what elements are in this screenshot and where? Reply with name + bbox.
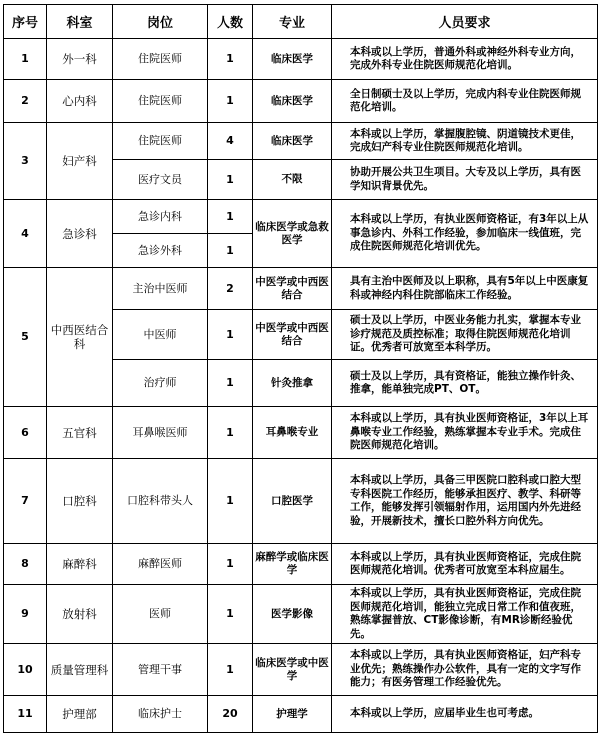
table-row (4, 407, 598, 459)
requirements-cell: 全日制硕士及以上学历，完成内科专业住院医师规范化培训。 (332, 80, 598, 123)
department-cell: 心内科 (47, 80, 113, 123)
table-row (4, 200, 598, 234)
header-dept: 科室 (47, 5, 113, 39)
requirements-cell: 本科或以上学历，普通外科或神经外科专业方向，完成外科专业住院医师规范化培训。 (332, 39, 598, 80)
major-cell: 临床医学 (253, 123, 332, 160)
position-cell: 急诊内科 (113, 200, 208, 234)
position-cell: 口腔科带头人 (113, 459, 208, 544)
row-number: 9 (4, 585, 47, 644)
position-cell: 耳鼻喉医师 (113, 407, 208, 459)
requirements-cell: 本科或以上学历，具有执业医师资格证，3年以上耳鼻喉专业工作经验，熟练掌握本专业手术。完成住院医师规范化培训。 (332, 407, 598, 459)
row-number: 8 (4, 544, 47, 585)
requirements-cell: 本科或以上学历，应届毕业生也可考虑。 (332, 696, 598, 733)
position-cell: 主治中医师 (113, 268, 208, 310)
headcount-cell: 1 (208, 544, 253, 585)
requirements-cell: 本科或以上学历，具有执业医师资格证，完成住院医师规范化培训。优秀者可放宽至本科应届生。 (332, 544, 598, 585)
major-cell: 临床医学或急救医学 (253, 200, 332, 268)
headcount-cell: 4 (208, 123, 253, 160)
major-cell: 针灸推拿 (253, 360, 332, 407)
header-requirements: 人员要求 (332, 5, 598, 39)
table-row (4, 80, 598, 123)
requirements-cell: 硕士及以上学历，中医业务能力扎实，掌握本专业诊疗规范及质控标准；取得住院医师规范化培训证。优秀者可放宽至本科学历。 (332, 310, 598, 360)
requirements-cell: 本科或以上学历，具备三甲医院口腔科或口腔大型专科医院工作经历，能够承担医疗、教学、科研等工作，能够发挥引领辐射作用，运用国内外先进经验，开展新技术，擅长口腔外科方向优先。 (332, 459, 598, 544)
department-cell: 质量管理科 (47, 644, 113, 696)
table-row (4, 459, 598, 544)
table-row (4, 644, 598, 696)
position-cell: 医疗文员 (113, 160, 208, 200)
major-cell: 临床医学 (253, 39, 332, 80)
row-number: 11 (4, 696, 47, 733)
major-cell: 中医学或中西医结合 (253, 268, 332, 310)
table-row (4, 39, 598, 80)
row-number: 7 (4, 459, 47, 544)
position-cell: 急诊外科 (113, 234, 208, 268)
headcount-cell: 1 (208, 459, 253, 544)
row-number: 5 (4, 268, 47, 407)
requirements-cell: 本科或以上学历，具有执业医师资格证，完成住院医师规范化培训，能独立完成日常工作和值夜班，熟练掌握普放、CT影像诊断，有MR诊断经验优先。 (332, 585, 598, 644)
row-number: 6 (4, 407, 47, 459)
position-cell: 麻醉医师 (113, 544, 208, 585)
department-cell: 外一科 (47, 39, 113, 80)
headcount-cell: 1 (208, 80, 253, 123)
headcount-cell: 1 (208, 234, 253, 268)
headcount-cell: 2 (208, 268, 253, 310)
headcount-cell: 1 (208, 644, 253, 696)
table-row (4, 544, 598, 585)
table-body (4, 39, 598, 733)
headcount-cell: 1 (208, 200, 253, 234)
header-no: 序号 (4, 5, 47, 39)
row-number: 2 (4, 80, 47, 123)
position-cell: 临床护士 (113, 696, 208, 733)
requirements-cell: 本科或以上学历，掌握腹腔镜、阴道镜技术更佳，完成妇产科专业住院医师规范化培训。 (332, 123, 598, 160)
major-cell: 临床医学或中医学 (253, 644, 332, 696)
department-cell: 麻醉科 (47, 544, 113, 585)
headcount-cell: 20 (208, 696, 253, 733)
major-cell: 麻醉学或临床医学 (253, 544, 332, 585)
department-cell: 妇产科 (47, 123, 113, 200)
header-count: 人数 (208, 5, 253, 39)
major-cell: 耳鼻喉专业 (253, 407, 332, 459)
requirements-cell: 硕士及以上学历，具有资格证，能独立操作针灸、推拿，能单独完成PT、OT。 (332, 360, 598, 407)
department-cell: 五官科 (47, 407, 113, 459)
table-row (4, 585, 598, 644)
row-number: 3 (4, 123, 47, 200)
position-cell: 中医师 (113, 310, 208, 360)
table-row (4, 696, 598, 733)
table-row (4, 268, 598, 310)
position-cell: 管理干事 (113, 644, 208, 696)
major-cell: 不限 (253, 160, 332, 200)
headcount-cell: 1 (208, 39, 253, 80)
requirements-cell: 本科或以上学历，有执业医师资格证，有3年以上从事急诊内、外科工作经验，参加临床一线值班，完成住院医师规范化培训优先。 (332, 200, 598, 268)
major-cell: 口腔医学 (253, 459, 332, 544)
header-major: 专业 (253, 5, 332, 39)
row-number: 10 (4, 644, 47, 696)
header-post: 岗位 (113, 5, 208, 39)
row-number: 1 (4, 39, 47, 80)
position-cell: 住院医师 (113, 80, 208, 123)
position-cell: 住院医师 (113, 39, 208, 80)
department-cell: 护理部 (47, 696, 113, 733)
headcount-cell: 1 (208, 160, 253, 200)
department-cell: 口腔科 (47, 459, 113, 544)
header-row (4, 5, 598, 39)
headcount-cell: 1 (208, 310, 253, 360)
major-cell: 医学影像 (253, 585, 332, 644)
department-cell: 急诊科 (47, 200, 113, 268)
headcount-cell: 1 (208, 360, 253, 407)
major-cell: 护理学 (253, 696, 332, 733)
major-cell: 临床医学 (253, 80, 332, 123)
headcount-cell: 1 (208, 585, 253, 644)
requirements-cell: 协助开展公共卫生项目。大专及以上学历，具有医学知识背景优先。 (332, 160, 598, 200)
table-row (4, 123, 598, 160)
position-cell: 住院医师 (113, 123, 208, 160)
major-cell: 中医学或中西医结合 (253, 310, 332, 360)
position-cell: 治疗师 (113, 360, 208, 407)
department-cell: 放射科 (47, 585, 113, 644)
row-number: 4 (4, 200, 47, 268)
requirements-cell: 本科或以上学历，具有执业医师资格证，妇产科专业优先；熟练操作办公软件，具有一定的文字写作能力；有医务管理工作经验优先。 (332, 644, 598, 696)
department-cell: 中西医结合科 (47, 268, 113, 407)
headcount-cell: 1 (208, 407, 253, 459)
requirements-cell: 具有主治中医师及以上职称，具有5年以上中医康复科或神经内科住院部临床工作经验。 (332, 268, 598, 310)
recruitment-table (3, 4, 598, 733)
position-cell: 医师 (113, 585, 208, 644)
